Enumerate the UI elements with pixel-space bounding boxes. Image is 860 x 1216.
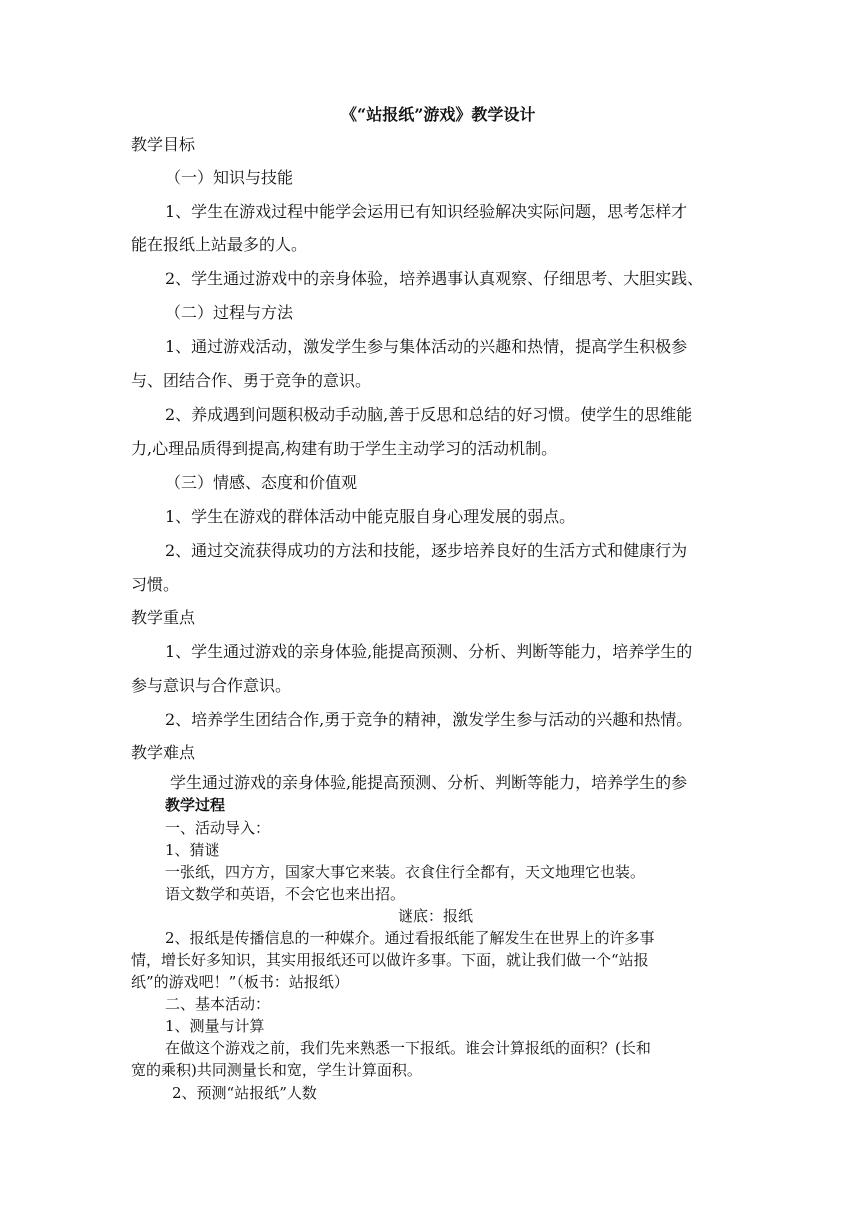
section-heading-process: 教学过程: [165, 796, 226, 814]
section-heading-difficult: 教学难点: [131, 743, 196, 762]
paragraph: 1、学生在游戏的群体活动中能克服自身心理发展的弱点。: [165, 507, 576, 526]
paragraph: 2、养成遇到问题积极动手动脑,善于反思和总结的好习惯。使学生的思维能: [165, 405, 693, 424]
paragraph: 1、学生在游戏过程中能学会运用已有知识经验解决实际问题，思考怎样才: [165, 202, 688, 221]
subsection-process: （二）过程与方法: [165, 303, 294, 322]
paragraph-continued: 纸”的游戏吧！”（板书：站报纸）: [131, 973, 349, 991]
riddle-answer: 谜底：报纸: [398, 907, 474, 925]
item-riddle: 1、猜谜: [165, 841, 220, 859]
paragraph: 学生通过游戏的亲身体验,能提高预测、分析、判断等能力，培养学生的参: [170, 773, 688, 792]
paragraph: 1、通过游戏活动，激发学生参与集体活动的兴趣和热情，提高学生积极参: [165, 337, 688, 356]
section-heading-goals: 教学目标: [131, 135, 196, 154]
subsection-knowledge: （一）知识与技能: [165, 168, 294, 187]
riddle-line: 一张纸，四方方，国家大事它来装。衣食住行全都有，天文地理它也装。: [165, 863, 646, 881]
riddle-line: 语文数学和英语，不会它也来出招。: [165, 885, 406, 903]
paragraph: 2、学生通过游戏中的亲身体验，培养遇事认真观察、仔细思考、大胆实践、: [165, 269, 704, 288]
paragraph: 在做这个游戏之前，我们先来熟悉一下报纸。谁会计算报纸的面积？(长和: [165, 1039, 651, 1057]
item-measure: 1、测量与计算: [165, 1017, 265, 1035]
paragraph: 2、报纸是传播信息的一种媒介。通过看报纸能了解发生在世界上的许多事: [165, 929, 655, 947]
paragraph-continued: 与、团结合作、勇于竞争的意识。: [131, 371, 372, 390]
section-heading-key: 教学重点: [131, 608, 196, 627]
subheading-intro: 一、活动导入：: [165, 819, 271, 837]
paragraph-continued: 能在报纸上站最多的人。: [131, 235, 308, 254]
document-title: 《“站报纸”游戏》教学设计: [341, 105, 536, 124]
paragraph: 2、通过交流获得成功的方法和技能，逐步培养良好的生活方式和健康行为: [165, 541, 688, 560]
paragraph-continued: 宽的乘积)共同测量长和宽，学生计算面积。: [131, 1061, 422, 1079]
paragraph-continued: 情，增长好多知识，其实用报纸还可以做许多事。下面，就让我们做一个“站报: [131, 951, 649, 969]
paragraph: 2、培养学生团结合作,勇于竞争的精神，激发学生参与活动的兴趣和热情。: [165, 710, 693, 729]
paragraph-continued: 力,心理品质得到提高,构建有助于学生主动学习的活动机制。: [131, 439, 558, 458]
subheading-basic: 二、基本活动：: [165, 995, 271, 1013]
paragraph-continued: 习惯。: [131, 575, 180, 594]
subsection-emotion: （三）情感、态度和价值观: [165, 473, 358, 492]
paragraph: 1、学生通过游戏的亲身体验,能提高预测、分析、判断等能力，培养学生的: [165, 642, 693, 661]
item-predict: 2、预测“站报纸”人数: [172, 1084, 317, 1102]
paragraph-continued: 参与意识与合作意识。: [131, 676, 292, 695]
